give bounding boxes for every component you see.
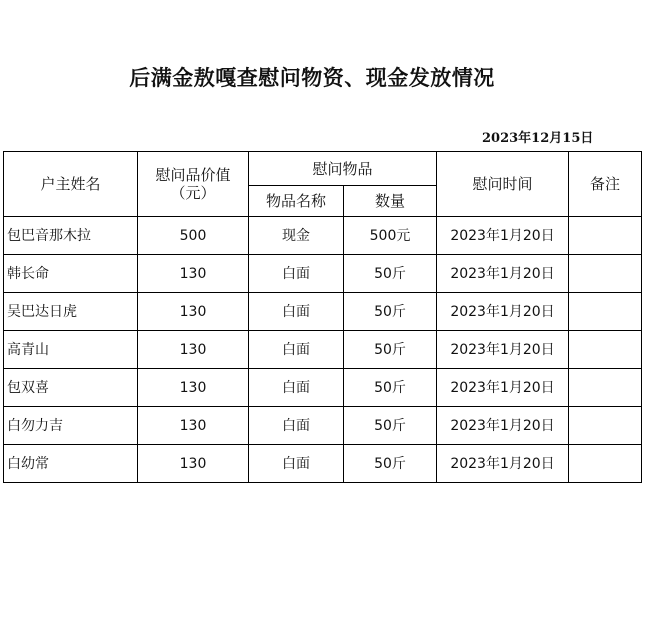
table-row <box>4 369 642 407</box>
cell-time: 2023年1月20日 <box>437 293 569 331</box>
cell-goods-value: 130 <box>138 293 249 331</box>
page-title: 后满金敖嘎查慰问物资、现金发放情况 <box>129 65 495 90</box>
cell-quantity: 50斤 <box>344 293 437 331</box>
cell-time: 2023年1月20日 <box>437 369 569 407</box>
cell-item-name: 白面 <box>249 331 344 369</box>
table-row <box>4 331 642 369</box>
cell-time: 2023年1月20日 <box>437 255 569 293</box>
table-row <box>4 217 642 255</box>
cell-household-name: 吴巴达日虎 <box>4 293 138 331</box>
cell-item-name: 白面 <box>249 407 344 445</box>
cell-time: 2023年1月20日 <box>437 407 569 445</box>
distribution-table <box>3 151 642 483</box>
cell-goods-value: 130 <box>138 445 249 483</box>
cell-quantity: 50斤 <box>344 331 437 369</box>
cell-quantity: 50斤 <box>344 369 437 407</box>
header-goods-value-text <box>138 166 248 202</box>
table-row <box>4 407 642 445</box>
table-row <box>4 445 642 483</box>
report-date: 2023年12月15日 <box>482 131 594 146</box>
cell-goods-value: 130 <box>138 255 249 293</box>
cell-quantity: 500元 <box>344 217 437 255</box>
cell-remarks <box>569 445 642 483</box>
header-goods-group: 慰问物品 <box>249 152 437 186</box>
cell-quantity: 50斤 <box>344 255 437 293</box>
header-remarks: 备注 <box>569 152 642 217</box>
cell-quantity: 50斤 <box>344 407 437 445</box>
cell-time: 2023年1月20日 <box>437 331 569 369</box>
cell-household-name: 白勿力吉 <box>4 407 138 445</box>
cell-remarks <box>569 331 642 369</box>
cell-household-name: 韩长命 <box>4 255 138 293</box>
cell-goods-value: 130 <box>138 407 249 445</box>
cell-time: 2023年1月20日 <box>437 445 569 483</box>
cell-item-name: 白面 <box>249 369 344 407</box>
cell-remarks <box>569 293 642 331</box>
cell-household-name: 高青山 <box>4 331 138 369</box>
table-row <box>4 293 642 331</box>
cell-remarks <box>569 407 642 445</box>
cell-time: 2023年1月20日 <box>437 217 569 255</box>
cell-item-name: 白面 <box>249 445 344 483</box>
header-goods-value-line2: （元） <box>170 184 216 202</box>
cell-remarks <box>569 217 642 255</box>
cell-remarks <box>569 369 642 407</box>
cell-goods-value: 130 <box>138 331 249 369</box>
cell-quantity: 50斤 <box>344 445 437 483</box>
cell-household-name: 包巴音那木拉 <box>4 217 138 255</box>
cell-item-name: 白面 <box>249 293 344 331</box>
cell-item-name: 现金 <box>249 217 344 255</box>
cell-item-name: 白面 <box>249 255 344 293</box>
header-household-name: 户主姓名 <box>4 152 138 217</box>
table-row <box>4 255 642 293</box>
header-goods-value-line1: 慰问品价值 <box>155 166 231 184</box>
cell-household-name: 包双喜 <box>4 369 138 407</box>
table-body <box>4 152 642 483</box>
header-item-name: 物品名称 <box>249 186 344 217</box>
header-row <box>4 152 642 186</box>
header-quantity: 数量 <box>344 186 437 217</box>
header-goods-value <box>138 152 249 217</box>
cell-goods-value: 500 <box>138 217 249 255</box>
header-time: 慰问时间 <box>437 152 569 217</box>
cell-remarks <box>569 255 642 293</box>
cell-goods-value: 130 <box>138 369 249 407</box>
cell-household-name: 白幼常 <box>4 445 138 483</box>
